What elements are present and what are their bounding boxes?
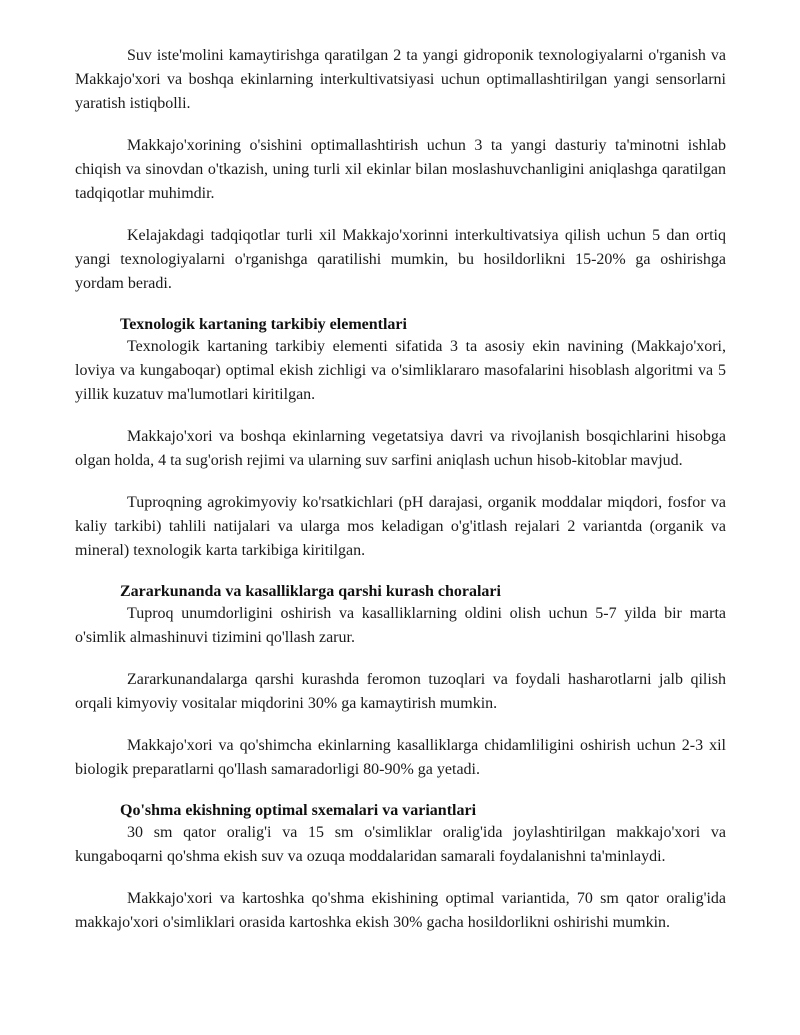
section-technological-card bbox=[75, 314, 726, 563]
section-paragraph: Tuproqning agrokimyoviy ko'rsatkichlari (pH darajasi, organik moddalar miqdori, fosfor va kaliy tarkibi) tahlili natijalari va ularga mos keladigan o'g'itlash rejalari 2 variantda (organik va mineral) texnologik karta tarkibiga kiritilgan. bbox=[75, 494, 726, 559]
section-paragraph: Texnologik kartaning tarkibiy elementi sifatida 3 ta asosiy ekin navining (Makkajo'xori, loviya va kungaboqar) optimal ekish zichligi va o'simliklararo masofalarini hisoblash algoritmi va 5 yillik kuzatuv ma'lumotlari kiritilgan. bbox=[75, 338, 726, 403]
section-pest-control bbox=[75, 581, 726, 782]
section-heading: Qo'shma ekishning optimal sxemalari va variantlari bbox=[120, 802, 477, 819]
section-heading: Zararkunanda va kasalliklarga qarshi kurash choralari bbox=[120, 583, 501, 600]
section-paragraph: Makkajo'xori va qo'shimcha ekinlarning kasalliklarga chidamliligini oshirish uchun 2-3 xil biologik preparatlarni qo'llash samaradorligi 80-90% ga yetadi. bbox=[75, 737, 726, 778]
section-paragraph: Zararkunandalarga qarshi kurashda feromon tuzoqlari va foydali hasharotlarni jalb qilish orqali kimyoviy vositalar miqdorini 30% ga kamaytirish mumkin. bbox=[75, 671, 726, 712]
intro-paragraph-3: Kelajakdagi tadqiqotlar turli xil Makkajo'xorinni interkultivatsiya qilish uchun 5 dan ortiq yangi texnologiyalarni o'rganishga qaratilishi mumkin, bu hosildorlikni 15-20% ga oshirishga yordam beradi. bbox=[75, 227, 726, 292]
section-paragraph: 30 sm qator oralig'i va 15 sm o'simliklar oralig'ida joylashtirilgan makkajo'xori va kungaboqarni qo'shma ekish suv va ozuqa moddalaridan samarali foydalanishni ta'minlaydi. bbox=[75, 824, 726, 865]
section-paragraph: Tuproq unumdorligini oshirish va kasalliklarning oldini olish uchun 5-7 yilda bir marta o'simlik almashinuvi tizimini qo'llash zarur. bbox=[75, 605, 726, 646]
document-page bbox=[75, 44, 726, 953]
intro-paragraph-1: Suv iste'molini kamaytirishga qaratilgan 2 ta yangi gidroponik texnologiyalarni o'rganish va Makkajo'xori va boshqa ekinlarning interkultivatsiyasi uchun optimallashtirilgan yangi sensorlarni yaratish istiqbolli. bbox=[75, 47, 726, 112]
section-paragraph: Makkajo'xori va kartoshka qo'shma ekishining optimal variantida, 70 sm qator oralig'ida makkajo'xori o'simliklari orasida kartoshka ekish 30% gacha hosildorlikni oshirishi mumkin. bbox=[75, 890, 726, 931]
intro-paragraph-2: Makkajo'xorining o'sishini optimallashtirish uchun 3 ta yangi dasturiy ta'minotni ishlab chiqish va sinovdan o'tkazish, uning turli xil ekinlar bilan moslashuvchanligini aniqlashga qaratilgan tadqiqotlar muhimdir. bbox=[75, 137, 726, 202]
section-intercropping-schemes bbox=[75, 800, 726, 935]
section-heading: Texnologik kartaning tarkibiy elementlari bbox=[120, 316, 407, 333]
section-paragraph: Makkajo'xori va boshqa ekinlarning vegetatsiya davri va rivojlanish bosqichlarini hisobga olgan holda, 4 ta sug'orish rejimi va ularning suv sarfini aniqlash uchun hisob-kitoblar mavjud. bbox=[75, 428, 726, 469]
